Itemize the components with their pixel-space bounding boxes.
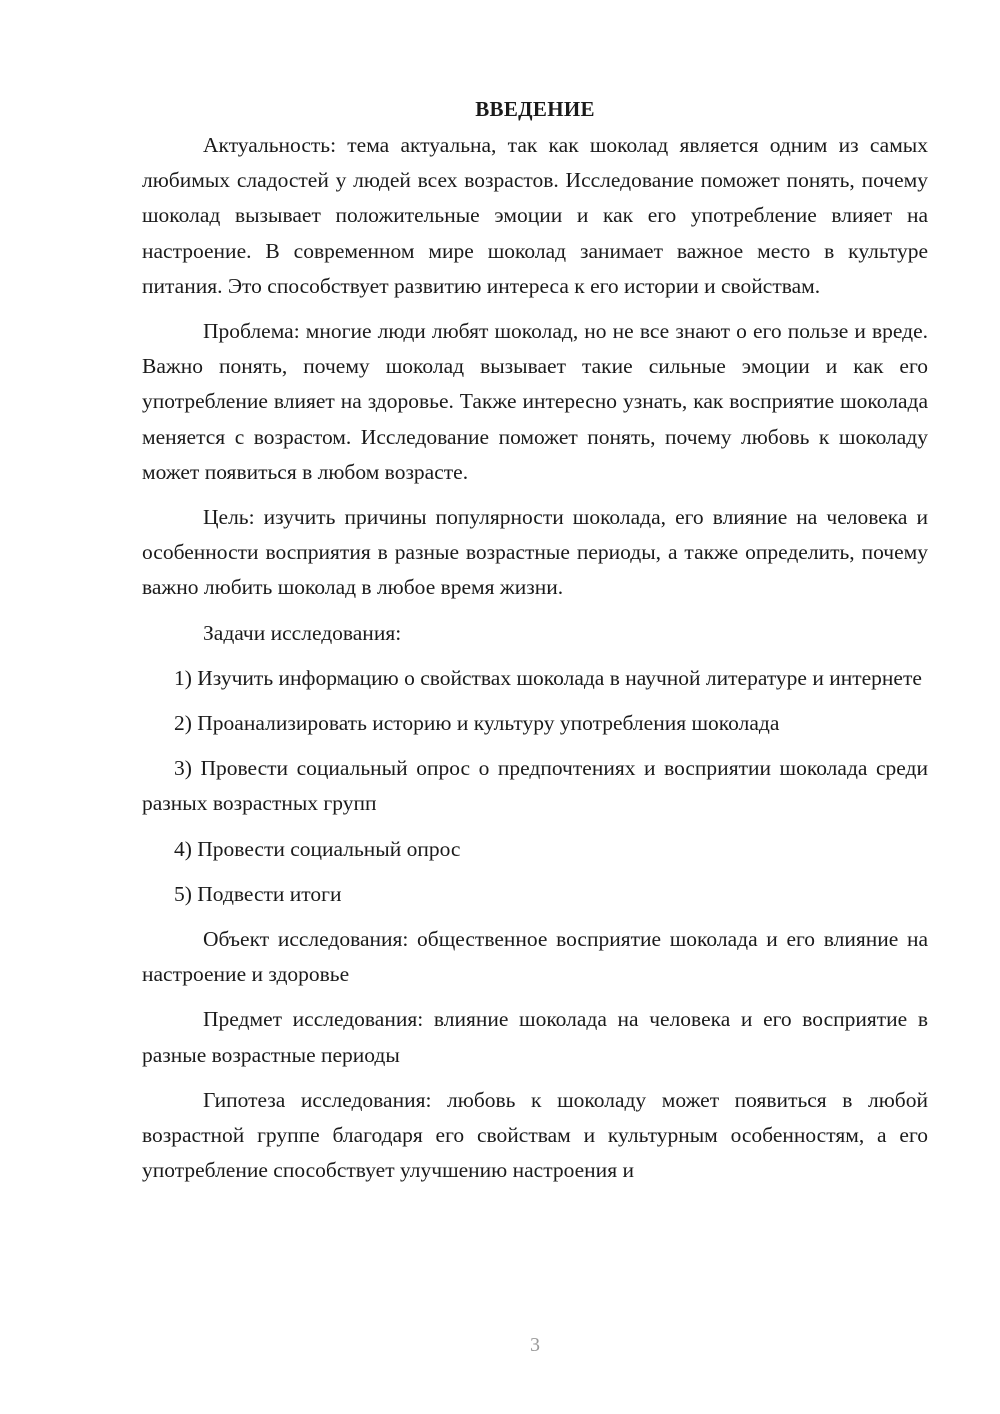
paragraph-hypothesis: Гипотеза исследования: любовь к шоколаду может появиться в любой возрастной группе благодаря его свойствам и культурным особенностям, а его употребление способствует улучшению настроения и (142, 1087, 928, 1183)
paragraph-problem: Проблема: многие люди любят шоколад, но не все знают о его пользе и вреде. Важно понять, почему шоколад вызывает такие сильные эмоции и как его употребление влияет на здоровье. Также интересно узнать, как восприятие шоколада меняется с возрастом. Исследование поможет понять, почему любовь к шоколаду может появиться в любом возрасте. (142, 319, 928, 484)
task-item-5: 5) Подвести итоги (174, 881, 342, 906)
document-page (142, 94, 928, 1198)
paragraph-relevance: Актуальность: тема актуальна, так как шоколад является одним из самых любимых сладостей у людей всех возрастов. Исследование поможет понять, почему шоколад вызывает положительные эмоции и как его употребление влияет на настроение. В современном мире шоколад занимает важное место в культуре питания. Это способствует развитию интереса к его истории и свойствам. (142, 133, 928, 298)
task-item-2: 2) Проанализировать историю и культуру употребления шоколада (174, 711, 780, 736)
task-item-3: 3) Провести социальный опрос о предпочтениях и восприятии шоколада среди разных возрастных групп (142, 756, 928, 816)
section-heading: ВВЕДЕНИЕ (475, 97, 595, 121)
task-item-4: 4) Провести социальный опрос (174, 836, 461, 861)
paragraph-subject: Предмет исследования: влияние шоколада на человека и его восприятие в разные возрастные периоды (142, 1007, 928, 1067)
page-number: 3 (530, 1334, 540, 1356)
task-item-1: 1) Изучить информацию о свойствах шоколада в научной литературе и интернете (174, 665, 922, 690)
paragraph-goal: Цель: изучить причины популярности шоколада, его влияние на человека и особенности восприятия в разные возрастные периоды, а также определить, почему важно любить шоколад в любое время жизни. (142, 505, 928, 600)
paragraph-object: Объект исследования: общественное восприятие шоколада и его влияние на настроение и здоровье (142, 927, 928, 987)
tasks-title: Задачи исследования: (203, 620, 402, 645)
